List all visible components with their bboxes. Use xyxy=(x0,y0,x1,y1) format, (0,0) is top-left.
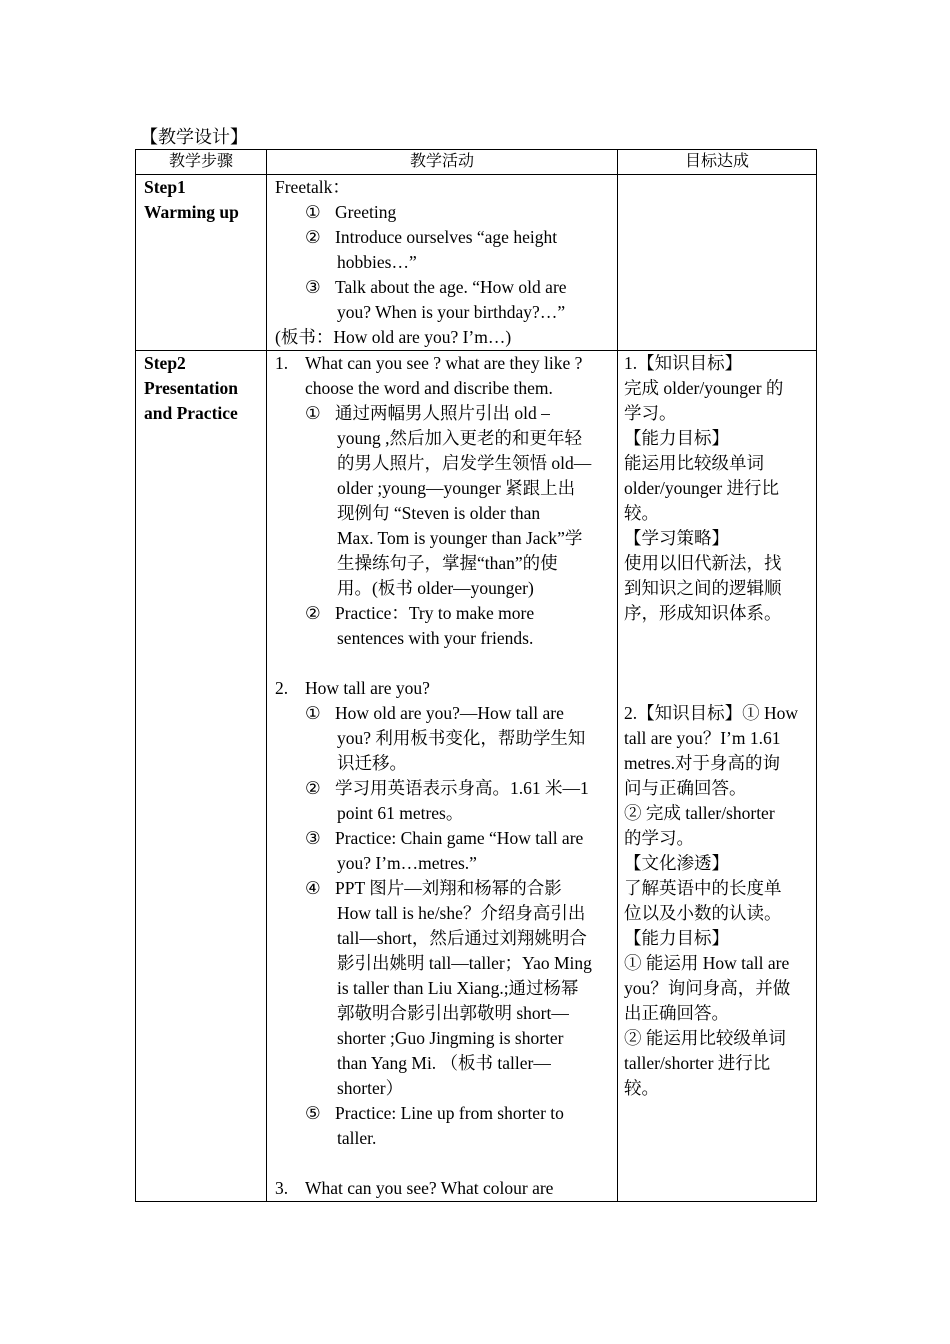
list-item-continuation: point 61 metres。 xyxy=(337,803,464,823)
header-activities: 教学活动 xyxy=(267,150,618,175)
list-item-continuation: hobbies…” xyxy=(337,252,417,272)
list-item: ① 通过两幅男人照片引出 old – xyxy=(275,401,609,426)
header-goals: 目标达成 xyxy=(618,150,817,175)
list-item-continuation: shorter） xyxy=(337,1078,404,1098)
list-item-continuation: 识迁移。 xyxy=(337,753,407,773)
goal-line: ① 能运用 How tall are xyxy=(624,953,790,973)
goal-line: 【能力目标】 xyxy=(624,928,729,948)
list-item-continuation: 影引出姚明 tall—taller；Yao Ming xyxy=(337,953,592,973)
header-steps: 教学步骤 xyxy=(136,150,267,175)
list-item-continuation: taller. xyxy=(337,1128,377,1148)
list-item-continuation: young ,然后加入更老的和更年轻 xyxy=(337,428,582,448)
list-item-continuation: than Yang Mi. （板书 taller— xyxy=(337,1053,551,1073)
freetalk-label: Freetalk： xyxy=(275,177,350,197)
spacer xyxy=(275,651,609,676)
goal-line: 能运用比较级单词 xyxy=(624,453,764,473)
goal-line: metres.对于身高的询 xyxy=(624,753,781,773)
spacer xyxy=(624,626,810,651)
goal-line: tall are you？I’m 1.61 xyxy=(624,728,781,748)
goal-line: 位以及小数的认读。 xyxy=(624,903,782,923)
list-item: ② 学习用英语表示身高。1.61 米—1 xyxy=(275,776,609,801)
goal-line: 学习。 xyxy=(624,403,677,423)
goal-line: you？询问身高，并做 xyxy=(624,978,791,998)
list-item: ④ PPT 图片—刘翔和杨幂的合影 xyxy=(275,876,609,901)
list-item-continuation: 现例句 “Steven is older than xyxy=(337,503,541,523)
list-item-continuation: 生操练句子，掌握“than”的使 xyxy=(337,553,558,573)
list-item-continuation: you? I’m…metres.” xyxy=(337,853,477,873)
step1-goals-cell xyxy=(618,175,817,351)
step1-activity-cell xyxy=(267,175,618,351)
list-item: ③ Talk about the age. “How old are xyxy=(275,275,609,300)
header-row xyxy=(136,150,817,175)
part1-heading-continuation: choose the word and discribe them. xyxy=(305,378,553,398)
page-heading: 【教学设计】 xyxy=(140,127,248,147)
step1-title-line: Warming up xyxy=(144,202,239,222)
goal-line: taller/shorter 进行比 xyxy=(624,1053,771,1073)
goal-line: ② 能运用比较级单词 xyxy=(624,1028,786,1048)
item-marker: ② xyxy=(305,227,321,247)
spacer xyxy=(275,1151,609,1176)
goal-line: 【文化渗透】 xyxy=(624,853,729,873)
goal-line: 使用以旧代新法，找 xyxy=(624,553,782,573)
table-row-step2 xyxy=(136,351,817,1202)
item-marker: ④ xyxy=(305,878,321,898)
item-marker: ② xyxy=(305,603,321,623)
list-item-continuation: is taller than Liu Xiang.;通过杨幂 xyxy=(337,978,579,998)
goal-line: 的学习。 xyxy=(624,828,694,848)
item-marker: ① xyxy=(305,202,321,222)
table-row-step1 xyxy=(136,175,817,351)
list-item-continuation: you? When is your birthday?…” xyxy=(337,302,566,322)
goal-line: 序，形成知识体系。 xyxy=(624,603,782,623)
list-item-continuation: Max. Tom is younger than Jack”学 xyxy=(337,528,583,548)
goal-line: 问与正确回答。 xyxy=(624,778,747,798)
goal-line: 【能力目标】 xyxy=(624,428,729,448)
list-item: ① How old are you?—How tall are xyxy=(275,701,609,726)
item-marker: ③ xyxy=(305,828,321,848)
step2-title-line: Step2 xyxy=(144,353,186,373)
goal-line: 较。 xyxy=(624,503,659,523)
list-item-continuation: you? 利用板书变化，帮助学生知 xyxy=(337,728,586,748)
step2-title-line: and Practice xyxy=(144,403,238,423)
list-item-continuation: sentences with your friends. xyxy=(337,628,534,648)
step2-title-cell xyxy=(136,351,267,1202)
list-item-continuation: How tall is he/she？介绍身高引出 xyxy=(337,903,586,923)
goal-line: 较。 xyxy=(624,1078,659,1098)
step2-goals-cell xyxy=(618,351,817,1202)
goal-line: 【学习策略】 xyxy=(624,528,729,548)
list-item-continuation: 用。(板书 older—younger) xyxy=(337,578,534,598)
step2-activity-cell xyxy=(267,351,618,1202)
item-marker: ⑤ xyxy=(305,1103,321,1123)
list-item-continuation: older ;young—younger 紧跟上出 xyxy=(337,478,576,498)
item-marker: ① xyxy=(305,703,321,723)
goal-line: 2.【知识目标】① How xyxy=(624,703,799,723)
goal-line: 到知识之间的逻辑顺 xyxy=(624,578,782,598)
part2-heading: 2. How tall are you? xyxy=(275,678,430,698)
goal-line: 1.【知识目标】 xyxy=(624,353,743,373)
list-item-continuation: tall—short，然后通过刘翔姚明合 xyxy=(337,928,587,948)
blackboard-note: (板书：How old are you? I’m…) xyxy=(275,327,512,347)
goal-line: ② 完成 taller/shorter xyxy=(624,803,775,823)
goal-line: older/younger 进行比 xyxy=(624,478,780,498)
item-marker: ③ xyxy=(305,277,321,297)
step1-title-line: Step1 xyxy=(144,177,186,197)
goal-line: 出正确回答。 xyxy=(624,1003,729,1023)
item-marker: ① xyxy=(305,403,321,423)
goal-line: 完成 older/younger 的 xyxy=(624,378,784,398)
lesson-plan-table xyxy=(135,149,817,1202)
item-marker: ② xyxy=(305,778,321,798)
list-item-continuation: shorter ;Guo Jingming is shorter xyxy=(337,1028,564,1048)
list-item: ② Practice：Try to make more xyxy=(275,601,609,626)
list-item: ② Introduce ourselves “age height xyxy=(275,225,609,250)
list-item: ③ Practice: Chain game “How tall are xyxy=(275,826,609,851)
spacer xyxy=(624,676,810,701)
part3-heading: 3. What can you see? What colour are xyxy=(275,1178,554,1198)
part1-heading: 1. What can you see ? what are they like ? xyxy=(275,353,583,373)
step1-title-cell xyxy=(136,175,267,351)
list-item-continuation: 郭敬明合影引出郭敬明 short— xyxy=(337,1003,569,1023)
step2-title-line: Presentation xyxy=(144,378,238,398)
list-item: ⑤ Practice: Line up from shorter to xyxy=(275,1101,609,1126)
spacer xyxy=(624,651,810,676)
list-item: ① Greeting xyxy=(275,200,609,225)
list-item-continuation: 的男人照片，启发学生领悟 old— xyxy=(337,453,592,473)
goal-line: 了解英语中的长度单 xyxy=(624,878,782,898)
